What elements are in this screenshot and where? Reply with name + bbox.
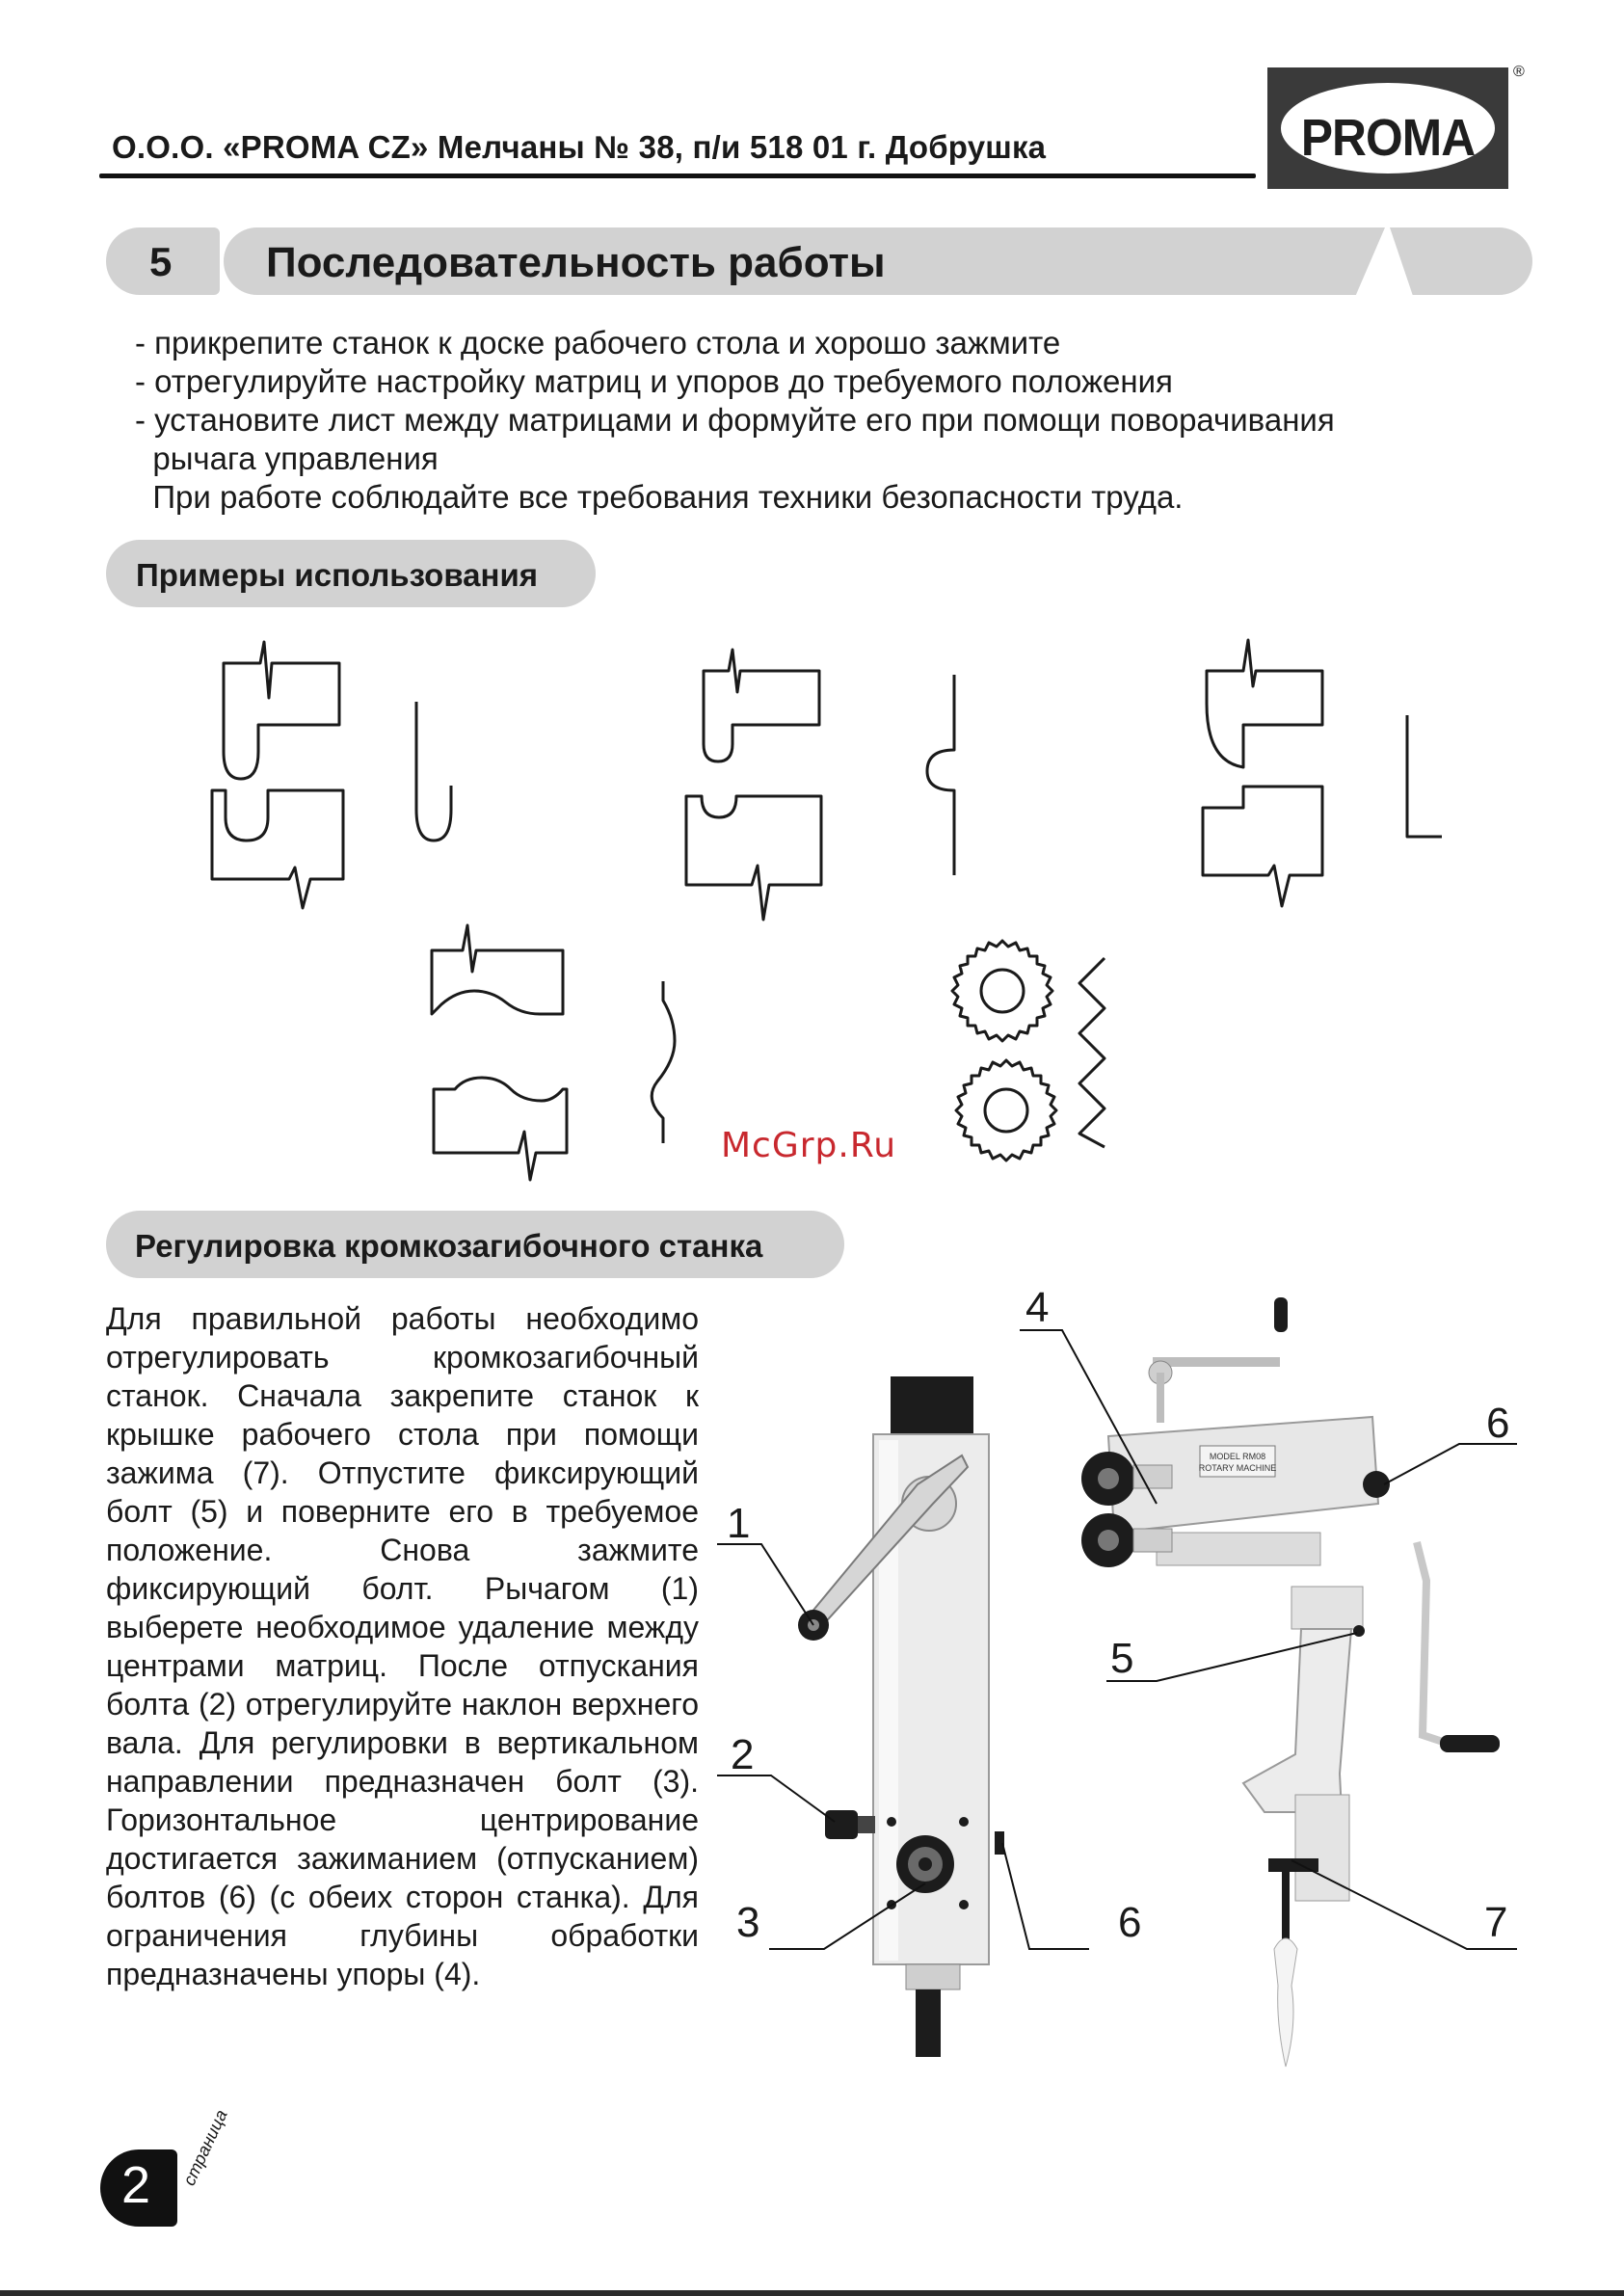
step-item: рычага управления (135, 441, 439, 476)
step-item: - прикрепите станок к доске рабочего стола и хорошо зажмите (135, 325, 1061, 360)
plate-name: ROTARY MACHINE (1198, 1463, 1277, 1473)
machine-side-view (798, 1376, 1004, 2057)
company-address: О.О.О. «PROMA CZ» Мелчаны № 38, п/и 518 01 г. Добрушка (112, 129, 1047, 165)
step-item: - установите лист между матрицами и формуйте его при помощи поворачивания (135, 402, 1335, 438)
callout-6-bottom: 6 (1118, 1899, 1142, 1946)
callout-3: 3 (736, 1899, 760, 1946)
gear-upper (952, 941, 1052, 1041)
proma-logo (1267, 67, 1508, 189)
callout-5: 5 (1110, 1635, 1134, 1682)
plate-model: MODEL RM08 (1209, 1452, 1266, 1461)
callout-7: 7 (1484, 1899, 1508, 1946)
usage-examples-diagram (0, 617, 1624, 1195)
example-gears (952, 941, 1105, 1161)
steps-list (135, 324, 1335, 517)
section-title: Последовательность работы (266, 239, 886, 286)
header-rule (99, 174, 1256, 178)
callout-1: 1 (727, 1500, 751, 1547)
example-hook (212, 642, 451, 908)
watermark: McGrp.Ru (721, 1126, 897, 1165)
step-item: - отрегулируйте настройку матриц и упоров до требуемого положения (135, 363, 1173, 399)
registered-mark: ® (1513, 64, 1525, 80)
example-bead (686, 650, 954, 920)
adjust-paragraph: Для правильной работы необходимо отрегулировать кромкозагибочный станок. Сначала закрепите станок к крышке рабочего стола при помощи зажима (7). Отпустите фиксирующий болт (5) и поверните его в требуемое положение. Снова зажмите фиксирующий болт. Рычагом (1) выберете необходимое удаление между центрами матриц. После отпускания болта (2) отрегулируйте наклон верхнего вала. Для регулировки в вертикальном направлении предназначен болт (3). Горизонтальное центрирование достигается зажиманием (отпусканием) болтов (6) (с обеих сторон станка). Для ограничения глубины обработки предназначены упоры (4). (106, 1301, 699, 1991)
examples-header: Примеры использования (136, 557, 539, 593)
machine-photos (713, 1272, 1542, 2121)
callout-2: 2 (731, 1731, 755, 1778)
gear-lower (956, 1060, 1056, 1161)
callout-4: 4 (1025, 1284, 1050, 1331)
section-title-tail (1390, 227, 1532, 295)
logo-text: PROMA (1300, 109, 1476, 167)
adjust-header: Регулировка кромкозагибочного станка (135, 1228, 763, 1264)
section-number: 5 (149, 239, 173, 284)
example-flange (1203, 640, 1442, 906)
page-number: 2 (121, 2156, 151, 2214)
step-item: При работе соблюдайте все требования техники безопасности труда. (135, 479, 1184, 515)
bottom-rule (0, 2290, 1624, 2296)
example-wave (432, 925, 675, 1180)
page-word: страница (179, 2106, 231, 2189)
callout-6-top: 6 (1486, 1400, 1510, 1447)
